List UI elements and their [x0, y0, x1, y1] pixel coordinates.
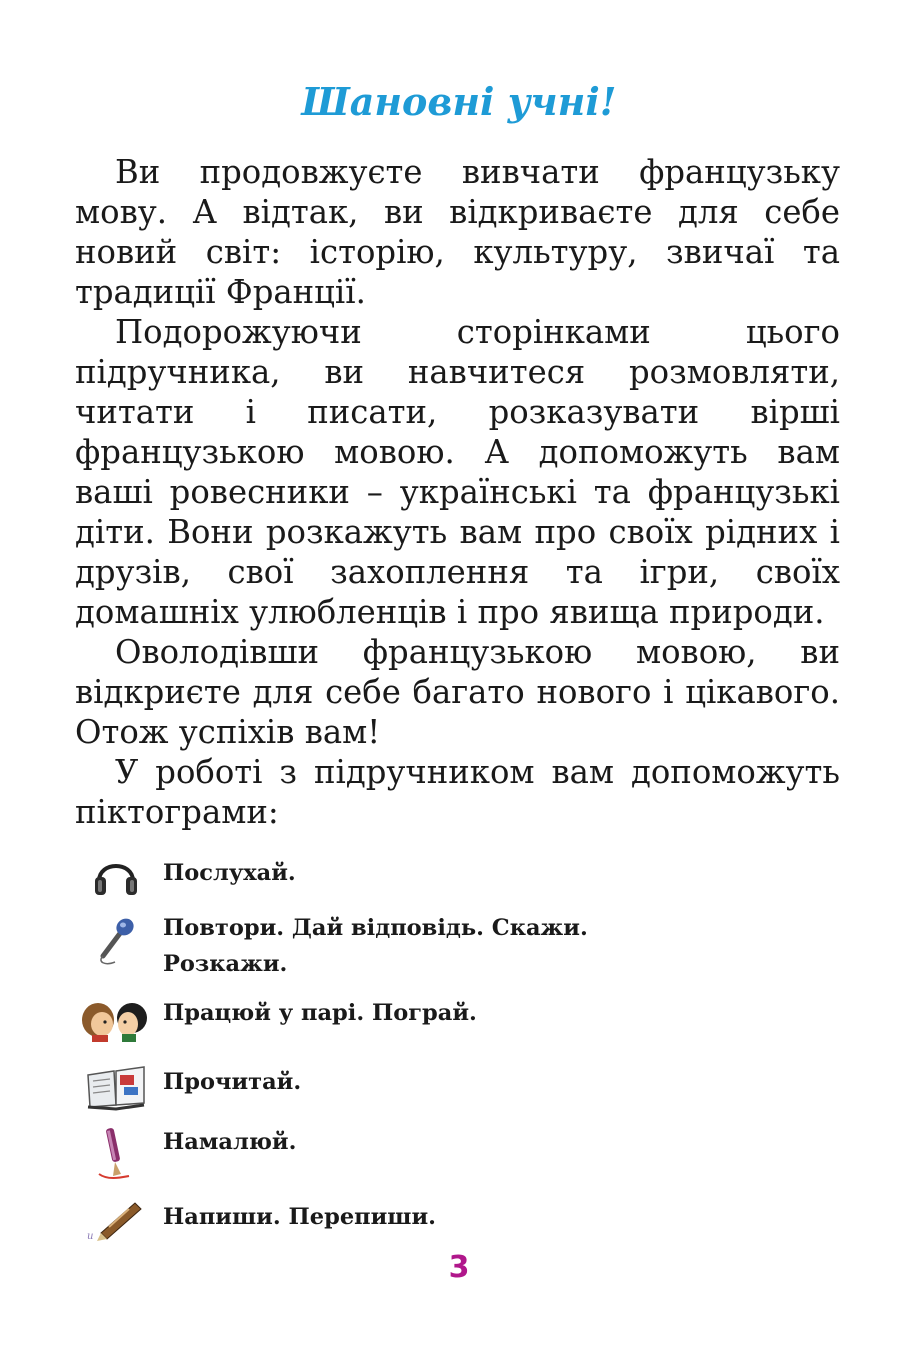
- legend-label: Повтори. Дай відповідь. Скажи. Розкажи.: [163, 915, 588, 977]
- paragraph: Подорожуючи сторінками цього підручника, ви навчитеся розмовляти, читати і писати, розказувати вірші французькою мовою. А допоможуть вам ваші ровесники – українські та французькі діти. Вони розкажуть вам про своїх рідних і друзів, свої захоплення та ігри, своїх домашніх улюбленців і про явища природи.: [75, 313, 840, 631]
- paragraph: У роботі з підручником вам допоможуть піктограми:: [75, 753, 840, 831]
- legend-item-pair: [75, 995, 775, 1045]
- intro-text: [75, 152, 840, 832]
- microphone-icon: [75, 910, 157, 970]
- page-number: 3: [448, 1250, 470, 1285]
- legend-label: Працюй у парі. Пограй.: [163, 1000, 477, 1026]
- legend-item-draw: [75, 1122, 775, 1182]
- legend-label: Намалюй.: [163, 1129, 297, 1155]
- legend-item-write: [75, 1195, 775, 1243]
- legend-label: Напиши. Перепиши.: [163, 1204, 436, 1230]
- pen-icon: [75, 1195, 157, 1243]
- legend-label: Прочитай.: [163, 1069, 302, 1095]
- paintbrush-icon: [75, 1122, 157, 1182]
- legend-item-speak: [75, 910, 775, 982]
- pair-icon: [75, 995, 157, 1045]
- paragraph: Ви продовжуєте вивчати французьку мову. А відтак, ви відкриваєте для себе новий світ: історію, культуру, звичаї та традиції Франції.: [75, 153, 840, 311]
- headphones-icon: [75, 850, 157, 900]
- legend-item-read: [75, 1058, 775, 1114]
- paragraph: Оволодівши французькою мовою, ви відкриєте для себе багато нового і цікавого. Отож успіхів вам!: [75, 633, 840, 751]
- svg-text:u: u: [87, 1231, 94, 1241]
- legend-item-listen: [75, 850, 775, 900]
- page-title: Шановні учні!: [301, 79, 617, 124]
- book-icon: [75, 1058, 157, 1114]
- legend-label: Послухай.: [163, 860, 296, 886]
